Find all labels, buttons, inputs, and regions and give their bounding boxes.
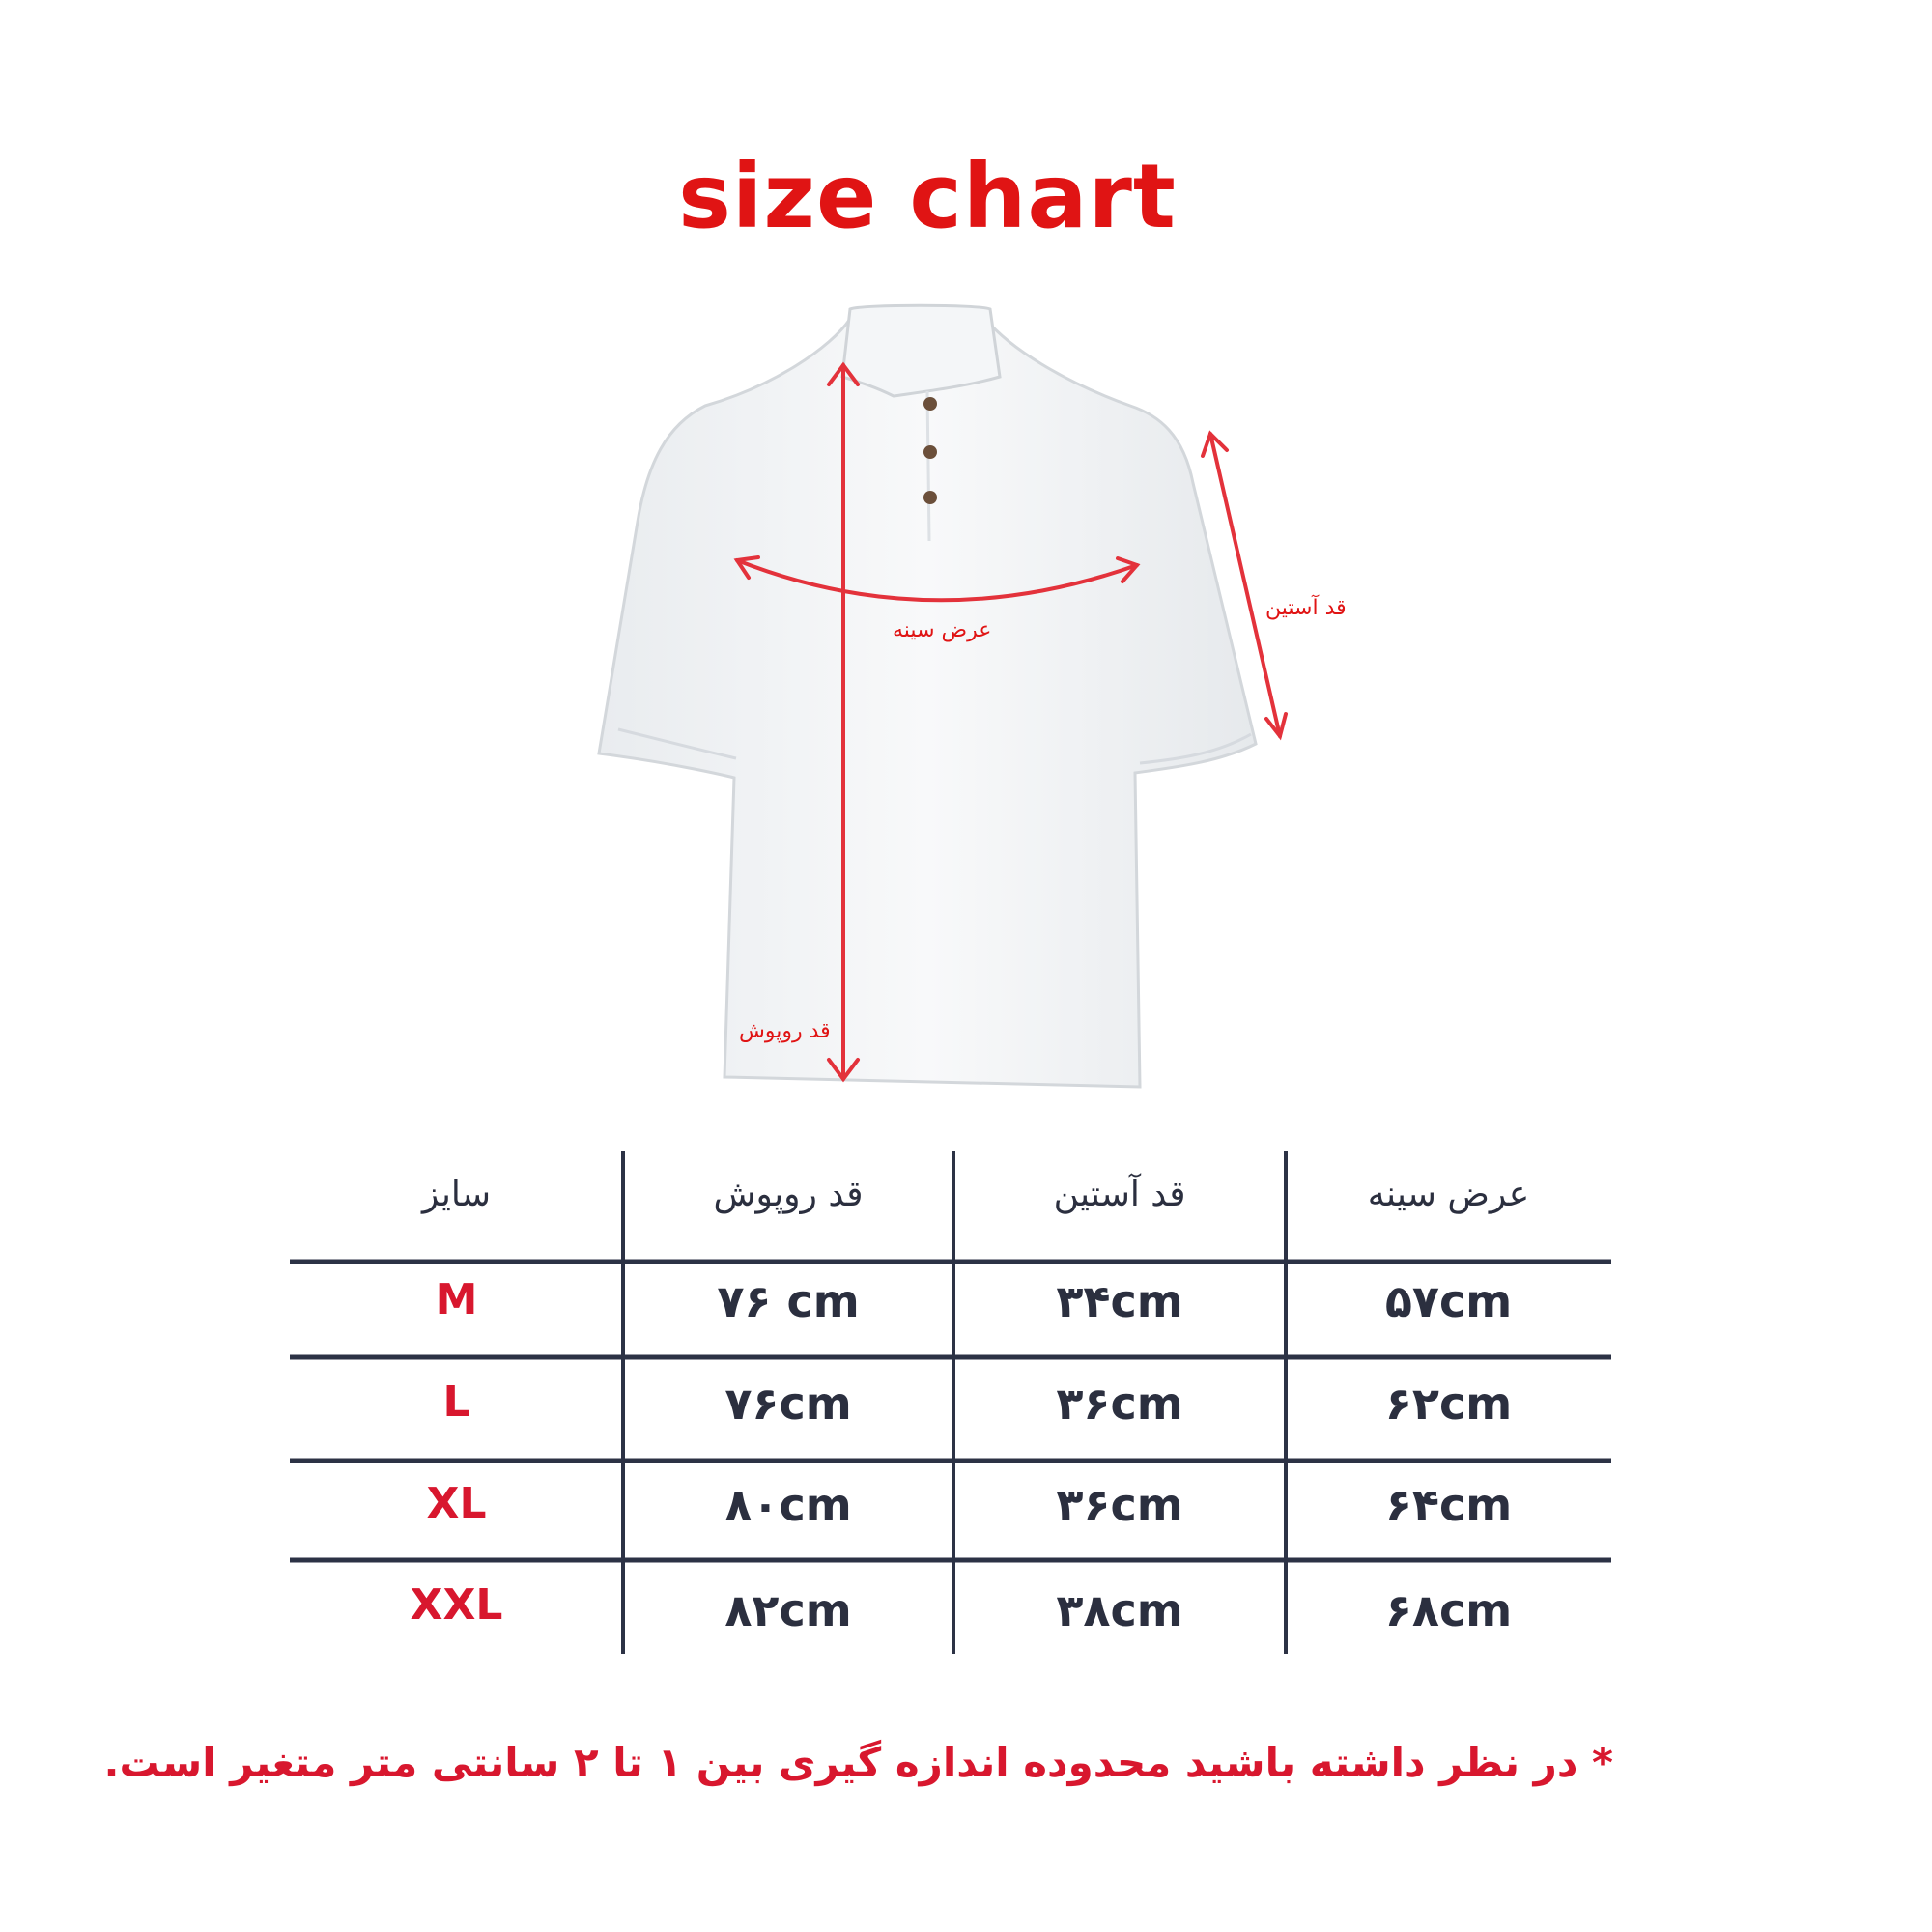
garment-length-label: قد روپوش bbox=[739, 1019, 831, 1043]
size-cell: M bbox=[435, 1275, 478, 1324]
shirt-button bbox=[923, 445, 937, 459]
shirt-button bbox=[923, 397, 937, 411]
garment-length-cell: ۷۶cm bbox=[724, 1378, 852, 1430]
size-cell: XXL bbox=[410, 1580, 503, 1630]
size-cell: L bbox=[442, 1378, 470, 1427]
sleeve-length-cell: ۳۸cm bbox=[1056, 1584, 1183, 1636]
chest-width-cell: ۶۴cm bbox=[1384, 1479, 1513, 1531]
header-chest-width: عرض سینه bbox=[1367, 1175, 1530, 1214]
header-sleeve-length: قد آستین bbox=[1053, 1175, 1186, 1214]
sleeve-length-label: قد آستین bbox=[1265, 596, 1347, 620]
header-size: سایز bbox=[421, 1175, 491, 1214]
size-chart-title: size chart bbox=[678, 145, 1177, 248]
garment-length-cell: ۸۲cm bbox=[724, 1584, 852, 1636]
garment-length-cell: ۷۶ cm bbox=[717, 1275, 860, 1327]
sleeve-length-cell: ۳۶cm bbox=[1056, 1479, 1183, 1531]
chest-width-cell: ۵۷cm bbox=[1384, 1275, 1513, 1327]
chest-width-cell: ۶۲cm bbox=[1384, 1378, 1513, 1430]
sleeve-length-cell: ۳۶cm bbox=[1056, 1378, 1183, 1430]
size-cell: XL bbox=[426, 1479, 487, 1528]
sleeve-length-cell: ۳۴cm bbox=[1056, 1275, 1183, 1327]
chest-width-label: عرض سینه bbox=[893, 618, 992, 642]
shirt-collar bbox=[842, 305, 1000, 396]
chest-width-cell: ۶۸cm bbox=[1384, 1584, 1513, 1636]
measurement-note: * در نظر داشته باشید محدوده اندازه گیری بین ۱ تا ۲ سانتی متر متغیر است. bbox=[103, 1739, 1613, 1786]
header-garment-length: قد روپوش bbox=[713, 1175, 864, 1214]
garment-length-cell: ۸۰cm bbox=[724, 1479, 852, 1531]
shirt-button bbox=[923, 491, 937, 504]
